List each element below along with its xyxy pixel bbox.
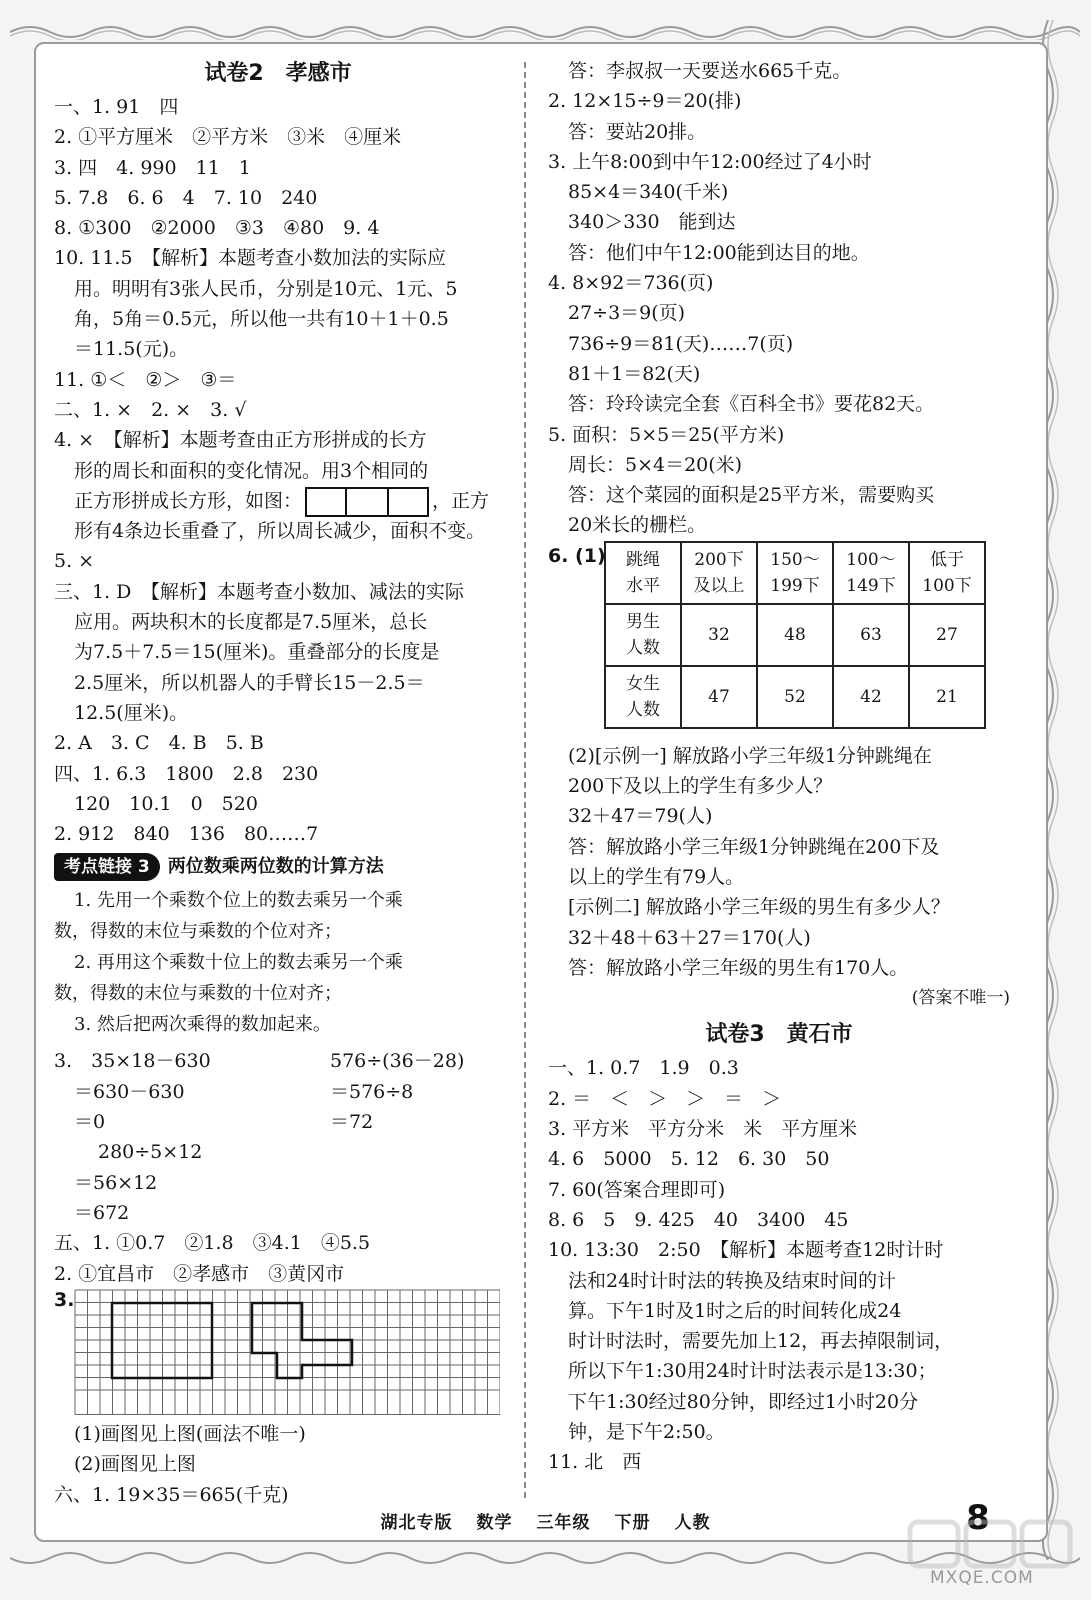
answer-line: 81＋1＝82(天)	[568, 362, 701, 385]
answer-line: ＝11.5(元)。	[74, 338, 189, 361]
right-answer-lines	[548, 56, 1010, 541]
knowledge-link-body	[54, 885, 502, 1040]
table-row	[605, 666, 985, 728]
table-row-label: 女生 人数	[605, 666, 681, 728]
answer-line: 答：这个菜园的面积是25平方米，需要购买	[568, 484, 935, 507]
left-answer-lines-4	[54, 1419, 502, 1510]
answer-line: [示例二] 解放路小学三年级的男生有多少人？	[568, 896, 950, 919]
right-answer-lines-2	[548, 741, 1010, 983]
column-divider	[524, 62, 526, 1498]
answer-line: 六、1. 19×35＝665(千克)	[54, 1483, 289, 1506]
answer-line: 答：他们中午12:00能到达目的地。	[568, 241, 870, 264]
answer-line: 2. ①宜昌市 ②孝感市 ③黄冈市	[54, 1262, 345, 1285]
calc-step: 576÷(36－28)	[330, 1050, 465, 1073]
answer-line: 用。明明有3张人民币，分别是10元、1元、5	[74, 277, 458, 300]
answer-line: 答：解放路小学三年级的男生有170人。	[568, 956, 909, 979]
answer-line: 钟，是下午2:50。	[568, 1420, 725, 1443]
answer-line: 736÷9＝81(天)……7(页)	[568, 332, 794, 355]
answer-line: 答：解放路小学三年级1分钟跳绳在200下及	[568, 835, 940, 858]
answer-line: (2)画图见上图	[74, 1453, 196, 1476]
table-header-cell: 200下 及以上	[681, 542, 757, 604]
answer-line: 12.5(厘米)。	[74, 701, 189, 724]
left-column	[54, 56, 502, 1510]
answer-line: 200下及以上的学生有多少人？	[568, 775, 833, 798]
answer-line: 2. 再用这个乘数十位上的数去乘另一个乘	[74, 952, 403, 974]
top-wavy-border	[10, 18, 1080, 40]
footer-item: 数学	[476, 1513, 513, 1533]
three-squares-figure	[304, 486, 430, 518]
answer-line: 3. 四 4. 990 11 1	[54, 156, 251, 179]
watermark-text: MXQE.COM	[930, 1568, 1034, 1588]
answer-line: 一、1. 91 四	[54, 96, 179, 118]
table-cell: 47	[681, 666, 757, 728]
answer-line: 算。下午1时及1时之后的时间转化成24	[568, 1299, 902, 1322]
left-answer-lines-3	[54, 1228, 502, 1289]
left-answer-lines-2	[54, 516, 502, 849]
answer-line: 8. ①300 ②2000 ③3 ④80 9. 4	[54, 217, 380, 240]
square-figure-line: 正方形拼成长方形，如图： ，正方	[54, 486, 502, 516]
footer-item: 湖北专版	[380, 1513, 453, 1533]
table-cell: 63	[833, 604, 909, 666]
calc-step: ＝72	[330, 1111, 374, 1134]
answer-line: 10. 11.5 【解析】本题考查小数加法的实际应	[54, 247, 447, 270]
grid-figure	[74, 1289, 500, 1417]
grid-drawing-block: 3.	[54, 1289, 502, 1419]
answer-line: 数，得数的末位与乘数的个位对齐；	[54, 921, 342, 943]
answer-line: 2. A 3. C 4. B 5. B	[54, 732, 264, 755]
table-cell: 52	[757, 666, 833, 728]
calc-step: ＝56×12	[74, 1171, 158, 1194]
exam-title-3: 试卷3 黄石市	[705, 1022, 853, 1048]
answer-line: 27÷3＝9(页)	[568, 302, 686, 325]
answer-line: 32＋48＋63＋27＝170(人)	[568, 926, 811, 949]
answer-line: 4. 8×92＝736(页)	[548, 272, 714, 295]
answer-line: 11. ①＜ ②＞ ③＝	[54, 368, 237, 391]
answer-line: 3. 然后把两次乘得的数加起来。	[74, 1014, 331, 1036]
answer-line: 11. 北 西	[548, 1451, 642, 1474]
answer-line: 形的周长和面积的变化情况。用3个相同的	[74, 459, 429, 482]
table-header-cell: 低于 100下	[909, 542, 985, 604]
answer-line: 五、1. ①0.7 ②1.8 ③4.1 ④5.5	[54, 1232, 371, 1255]
jump-rope-table	[604, 541, 986, 729]
answer-line: 答：要站20排。	[568, 120, 707, 143]
answer-line: 5. 7.8 6. 6 4 7. 10 240	[54, 186, 318, 209]
answer-line: 5. 面积：5×5＝25(平方米)	[548, 423, 785, 446]
right-column	[548, 56, 1010, 1478]
right-answer-lines-3	[548, 1053, 1010, 1477]
answer-line: 10. 13:30 2:50 【解析】本题考查12时计时	[548, 1239, 944, 1262]
exam-title-2: 试卷2 孝感市	[204, 61, 352, 86]
answer-line: 法和24时计时法的转换及结束时间的计	[568, 1269, 897, 1292]
calc-step: ＝630－630	[74, 1080, 185, 1103]
calc-step: ＝576÷8	[330, 1080, 414, 1103]
answer-line: 2. 12×15÷9＝20(排)	[548, 90, 742, 113]
calc-step: ＝0	[74, 1111, 106, 1134]
answer-line: 85×4＝340(千米)	[568, 181, 729, 204]
calc-right	[330, 1046, 530, 1137]
answer-line: 340＞330 能到达	[568, 211, 736, 234]
table-cell: 42	[833, 666, 909, 728]
table-cell: 32	[681, 604, 757, 666]
footer-item: 人教	[674, 1513, 711, 1533]
knowledge-link-tag: 考点链接 3	[54, 853, 160, 881]
table-header-cell: 150～ 199下	[757, 542, 833, 604]
answer-line: 答：李叔叔一天要送水665千克。	[568, 60, 852, 82]
calc-step: 3. 35×18－630	[54, 1050, 211, 1073]
answer-line: 应用。两块积木的长度都是7.5厘米，总长	[74, 611, 428, 634]
left-answer-lines	[54, 92, 502, 486]
answer-line: (1)画图见上图(画法不唯一)	[74, 1423, 306, 1446]
answer-line: 2.5厘米，所以机器人的手臂长15－2.5＝	[74, 671, 425, 694]
answer-line: 角，5角＝0.5元，所以他一共有10＋1＋0.5	[74, 308, 449, 331]
page-number: 8	[966, 1498, 990, 1538]
answer-line: 数，得数的末位与乘数的十位对齐；	[54, 983, 342, 1005]
answer-line: 32＋47＝79(人)	[568, 805, 713, 828]
answer-line: 二、1. × 2. × 3. √	[54, 398, 247, 421]
table-row	[605, 604, 985, 666]
answer-line: 20米长的栅栏。	[568, 514, 707, 537]
answer-line: 三、1. D 【解析】本题考查小数加、减法的实际	[54, 580, 464, 603]
answer-line: 2. ①平方厘米 ②平方米 ③米 ④厘米	[54, 126, 402, 149]
answer-line: 4. × 【解析】本题考查由正方形拼成的长方	[54, 429, 427, 452]
answer-line: 3. 上午8:00到中午12:00经过了4小时	[548, 150, 872, 173]
answer-line: 四、1. 6.3 1800 2.8 230	[54, 762, 319, 785]
table-header-cell: 100～ 149下	[833, 542, 909, 604]
answer-line: 120 10.1 0 520	[74, 792, 258, 815]
answer-line: 为7.5＋7.5＝15(厘米)。重叠部分的长度是	[74, 641, 440, 664]
answer-line: 以上的学生有79人。	[568, 865, 745, 888]
answer-line: 时计时法时，需要先加上12，再去掉限制词，	[568, 1330, 954, 1353]
footer-item: 三年级	[536, 1513, 591, 1533]
answer-line: 形有4条边长重叠了，所以周长减少，面积不变。	[74, 520, 486, 543]
answer-line: 2. ＝ ＜ ＞ ＞ ＝ ＞	[548, 1087, 782, 1110]
answer-not-unique-note: (答案不唯一)	[911, 988, 1010, 1009]
table-row-label: 男生 人数	[605, 604, 681, 666]
answer-line: 2. 912 840 136 80……7	[54, 823, 319, 846]
answer-line: 下午1:30经过80分钟，即经过1小时20分	[568, 1390, 919, 1413]
answer-line: 答：玲玲读完全套《百科全书》要花82天。	[568, 393, 935, 416]
calculation-block	[54, 1046, 502, 1228]
answer-line: (2)[示例一] 解放路小学三年级1分钟跳绳在	[568, 744, 932, 767]
calc-step: 280÷5×12	[98, 1141, 203, 1164]
calc-left	[54, 1046, 314, 1228]
table-cell: 27	[909, 604, 985, 666]
calc-step: ＝672	[74, 1201, 130, 1224]
table-header-cell: 跳绳 水平	[605, 542, 681, 604]
watermark-logo	[904, 1516, 1084, 1576]
answer-line: 4. 6 5000 5. 12 6. 30 50	[548, 1148, 830, 1171]
answer-line: 一、1. 0.7 1.9 0.3	[548, 1057, 739, 1080]
jump-rope-table-block: 6. (1) 跳绳 水平 200下 及以上 150～ 199下 100～ 149下 低于 100下 男生 人数 32 48 63 27 女生 人数 47 52 42 21	[548, 541, 1010, 741]
table-cell: 21	[909, 666, 985, 728]
knowledge-link-title: 两位数乘两位数的计算方法	[167, 856, 384, 878]
answer-line: 3. 平方米 平方分米 米 平方厘米	[548, 1118, 858, 1141]
answer-line: 周长：5×4＝20(米)	[568, 453, 743, 476]
answer-line: 所以下午1:30用24时计时法表示是13:30；	[568, 1360, 937, 1383]
knowledge-link-header	[54, 851, 502, 881]
table-cell: 48	[757, 604, 833, 666]
answer-line: 1. 先用一个乘数个位上的数去乘另一个乘	[74, 890, 403, 912]
answer-line: 7. 60(答案合理即可)	[548, 1178, 726, 1201]
answer-line: 8. 6 5 9. 425 40 3400 45	[548, 1208, 849, 1231]
answer-line: 5. ×	[54, 550, 95, 573]
footer-item: 下册	[614, 1513, 651, 1533]
